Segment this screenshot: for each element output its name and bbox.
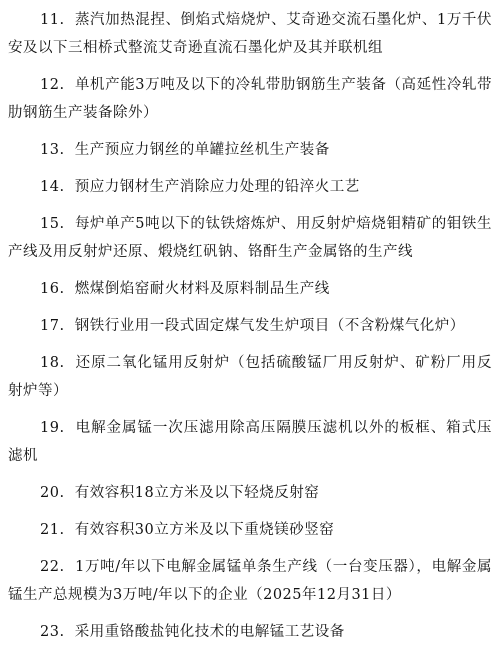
document-body bbox=[8, 0, 492, 646]
item-text: 每炉单产5吨以下的钛铁熔炼炉、用反射炉焙烧钼精矿的钼铁生产线及用反射炉还原、煅烧红矾钠、铬酐生产金属铬的生产线 bbox=[8, 216, 492, 260]
item-number: 14. bbox=[40, 179, 65, 195]
item-number: 17. bbox=[40, 318, 65, 334]
item-number: 12. bbox=[40, 77, 65, 93]
list-item-14 bbox=[8, 173, 492, 201]
list-item-12 bbox=[8, 71, 492, 127]
item-text: 有效容积30立方米及以下重烧镁砂竖窑 bbox=[74, 522, 335, 538]
list-item-11 bbox=[8, 6, 492, 62]
item-text: 1万吨/年以下电解金属锰单条生产线（一台变压器），电解金属锰生产总规模为3万吨/年以下的企业（2025年12月31日） bbox=[8, 559, 493, 603]
item-text: 有效容积18立方米及以下轻烧反射窑 bbox=[74, 485, 320, 501]
item-text: 单机产能3万吨及以下的冷轧带肋钢筋生产装备（高延性冷轧带肋钢筋生产装备除外） bbox=[8, 77, 492, 121]
list-item-19 bbox=[8, 414, 492, 470]
item-text: 预应力钢材生产消除应力处理的铅淬火工艺 bbox=[74, 179, 360, 195]
list-item-22 bbox=[8, 553, 492, 609]
item-text: 采用重铬酸盐钝化技术的电解锰工艺设备 bbox=[74, 624, 345, 640]
item-number: 18. bbox=[40, 355, 65, 371]
list-item-17 bbox=[8, 312, 492, 340]
item-text: 燃煤倒焰窑耐火材料及原料制品生产线 bbox=[74, 281, 330, 297]
item-text: 钢铁行业用一段式固定煤气发生炉项目（不含粉煤气化炉） bbox=[74, 318, 465, 334]
list-item-16 bbox=[8, 275, 492, 303]
list-item-20 bbox=[8, 479, 492, 507]
list-item-18 bbox=[8, 349, 492, 405]
item-number: 15. bbox=[40, 216, 65, 232]
list-item-21 bbox=[8, 516, 492, 544]
item-number: 16. bbox=[40, 281, 65, 297]
item-number: 13. bbox=[40, 142, 65, 158]
item-text: 蒸汽加热混捏、倒焰式焙烧炉、艾奇逊交流石墨化炉、1万千伏安及以下三相桥式整流艾奇逊直流石墨化炉及其并联机组 bbox=[8, 12, 492, 56]
item-text: 生产预应力钢丝的单罐拉丝机生产装备 bbox=[74, 142, 330, 158]
item-number: 19. bbox=[40, 420, 65, 436]
item-text: 还原二氧化锰用反射炉（包括硫酸锰厂用反射炉、矿粉厂用反射炉等） bbox=[8, 355, 492, 399]
item-number: 20. bbox=[40, 485, 65, 501]
list-item-13 bbox=[8, 136, 492, 164]
item-text: 电解金属锰一次压滤用除高压隔膜压滤机以外的板框、箱式压滤机 bbox=[8, 420, 492, 464]
item-number: 11. bbox=[40, 12, 65, 28]
item-number: 23. bbox=[40, 624, 65, 640]
item-number: 21. bbox=[40, 522, 65, 538]
item-number: 22. bbox=[40, 559, 65, 575]
list-item-23 bbox=[8, 618, 492, 646]
list-item-15 bbox=[8, 210, 492, 266]
